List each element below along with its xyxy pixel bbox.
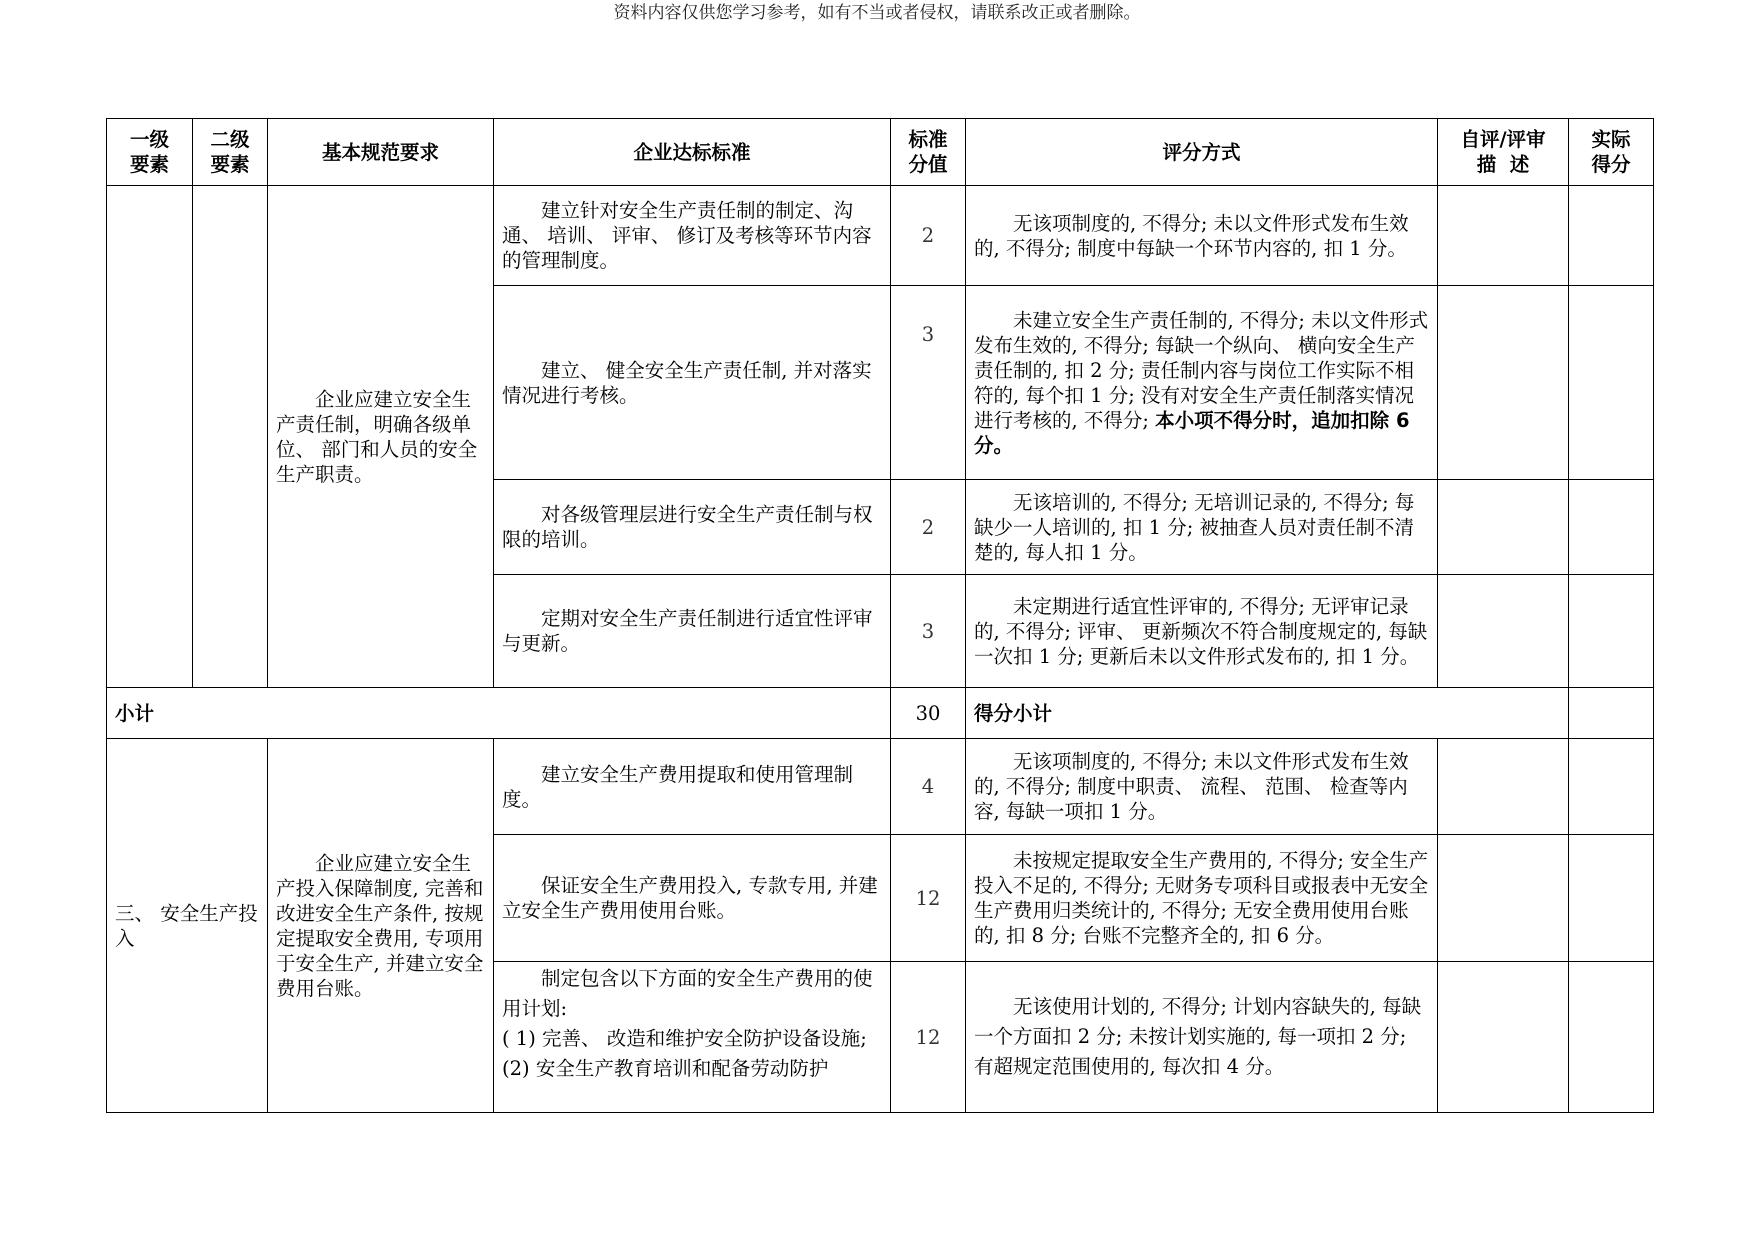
standard-item-2: (2) 安全生产教育培训和配备劳动防护 — [502, 1057, 829, 1080]
standard-cell: 建立安全生产费用提取和使用管理制度。 — [494, 739, 891, 835]
assessment-table — [106, 118, 1654, 1113]
actual-score-cell — [1569, 186, 1654, 286]
score-cell: 2 — [891, 186, 966, 286]
actual-score-cell — [1569, 739, 1654, 835]
subtotal-actual-score-cell — [1569, 688, 1654, 739]
actual-score-cell — [1569, 575, 1654, 688]
self-assessment-cell — [1438, 739, 1569, 835]
method-cell: 无该项制度的, 不得分; 未以文件形式发布生效的, 不得分; 制度中每缺一个环节内容的, 扣 1 分。 — [966, 186, 1438, 286]
header-level2-element: 二级 要素 — [193, 119, 268, 186]
score-cell: 12 — [891, 835, 966, 962]
standard-item-1: ( 1) 完善、 改造和维护安全防护设备设施; — [502, 1027, 867, 1050]
level1-element-cell: 三、 安全生产投入 — [107, 739, 268, 1113]
header-self-assessment: 自评/评审 描 述 — [1438, 119, 1569, 186]
subtotal-score: 30 — [891, 688, 966, 739]
standard-cell: 对各级管理层进行安全生产责任制与权限的培训。 — [494, 480, 891, 575]
level2-element-cell — [193, 186, 268, 688]
table-header-row — [107, 119, 1654, 186]
method-cell: 未建立安全生产责任制的, 不得分; 未以文件形式发布生效的, 不得分; 每缺一个纵向、 横向安全生产责任制的, 扣 2 分; 责任制内容与岗位工作实际不相符的, 每个扣 1 分; 没有对安全生产责任制落实情况进行考核的, 不得分; 本小项不得分时，追加扣除 6 分。 — [966, 286, 1438, 480]
actual-score-cell — [1569, 286, 1654, 480]
method-cell: 无该培训的, 不得分; 无培训记录的, 不得分; 每缺少一人培训的, 扣 1 分; 被抽查人员对责任制不清楚的, 每人扣 1 分。 — [966, 480, 1438, 575]
standard-cell: 保证安全生产费用投入, 专款专用, 并建立安全生产费用使用台账。 — [494, 835, 891, 962]
method-bold-note: 本小项不得分时，追加扣除 6 分。 — [974, 408, 1410, 457]
standard-intro: 制定包含以下方面的安全生产费用的使用计划: — [502, 967, 873, 1020]
self-assessment-cell — [1438, 186, 1569, 286]
method-cell: 无该使用计划的, 不得分; 计划内容缺失的, 每缺一个方面扣 2 分; 未按计划实施的, 每一项扣 2 分; 有超规定范围使用的, 每次扣 4 分。 — [966, 962, 1438, 1113]
self-assessment-cell — [1438, 575, 1569, 688]
subtotal-label: 小计 — [107, 688, 891, 739]
header-actual-score: 实际 得分 — [1569, 119, 1654, 186]
table-row — [107, 186, 1654, 286]
actual-score-cell — [1569, 962, 1654, 1113]
actual-score-cell — [1569, 480, 1654, 575]
standard-cell — [494, 962, 891, 1113]
basic-requirement-cell: 企业应建立安全生产投入保障制度, 完善和改进安全生产条件, 按规定提取安全费用, 专项用于安全生产, 并建立安全费用台账。 — [268, 739, 494, 1113]
header-level1-element: 一级 要素 — [107, 119, 193, 186]
score-cell: 4 — [891, 739, 966, 835]
score-cell: 3 — [891, 575, 966, 688]
actual-score-cell — [1569, 835, 1654, 962]
score-cell: 12 — [891, 962, 966, 1113]
method-cell: 未定期进行适宜性评审的, 不得分; 无评审记录的, 不得分; 评审、 更新频次不符合制度规定的, 每缺一次扣 1 分; 更新后未以文件形式发布的, 扣 1 分。 — [966, 575, 1438, 688]
subtotal-row — [107, 688, 1654, 739]
standard-cell: 建立、 健全安全生产责任制, 并对落实情况进行考核。 — [494, 286, 891, 480]
score-cell: 2 — [891, 480, 966, 575]
score-subtotal-label: 得分小计 — [966, 688, 1569, 739]
standard-cell: 建立针对安全生产责任制的制定、沟通、 培训、 评审、 修订及考核等环节内容的管理制度。 — [494, 186, 891, 286]
score-cell: 3 — [891, 286, 966, 480]
level1-element-cell — [107, 186, 193, 688]
self-assessment-cell — [1438, 286, 1569, 480]
self-assessment-cell — [1438, 962, 1569, 1113]
header-standard-score: 标准 分值 — [891, 119, 966, 186]
method-cell: 未按规定提取安全生产费用的, 不得分; 安全生产投入不足的, 不得分; 无财务专项科目或报表中无安全生产费用归类统计的, 不得分; 无安全费用使用台账的, 扣 8 分; 台账不完整齐全的, 扣 6 分。 — [966, 835, 1438, 962]
self-assessment-cell — [1438, 835, 1569, 962]
self-assessment-cell — [1438, 480, 1569, 575]
basic-requirement-cell: 企业应建立安全生产责任制，明确各级单位、 部门和人员的安全生产职责。 — [268, 186, 494, 688]
method-cell: 无该项制度的, 不得分; 未以文件形式发布生效的, 不得分; 制度中职责、 流程、 范围、 检查等内容, 每缺一项扣 1 分。 — [966, 739, 1438, 835]
header-scoring-method: 评分方式 — [966, 119, 1438, 186]
document-header-note: 资料内容仅供您学习参考，如有不当或者侵权，请联系改正或者删除。 — [613, 3, 1141, 23]
table-row — [107, 739, 1654, 835]
header-basic-requirement: 基本规范要求 — [268, 119, 494, 186]
header-compliance-standard: 企业达标标准 — [494, 119, 891, 186]
standard-cell: 定期对安全生产责任制进行适宜性评审与更新。 — [494, 575, 891, 688]
